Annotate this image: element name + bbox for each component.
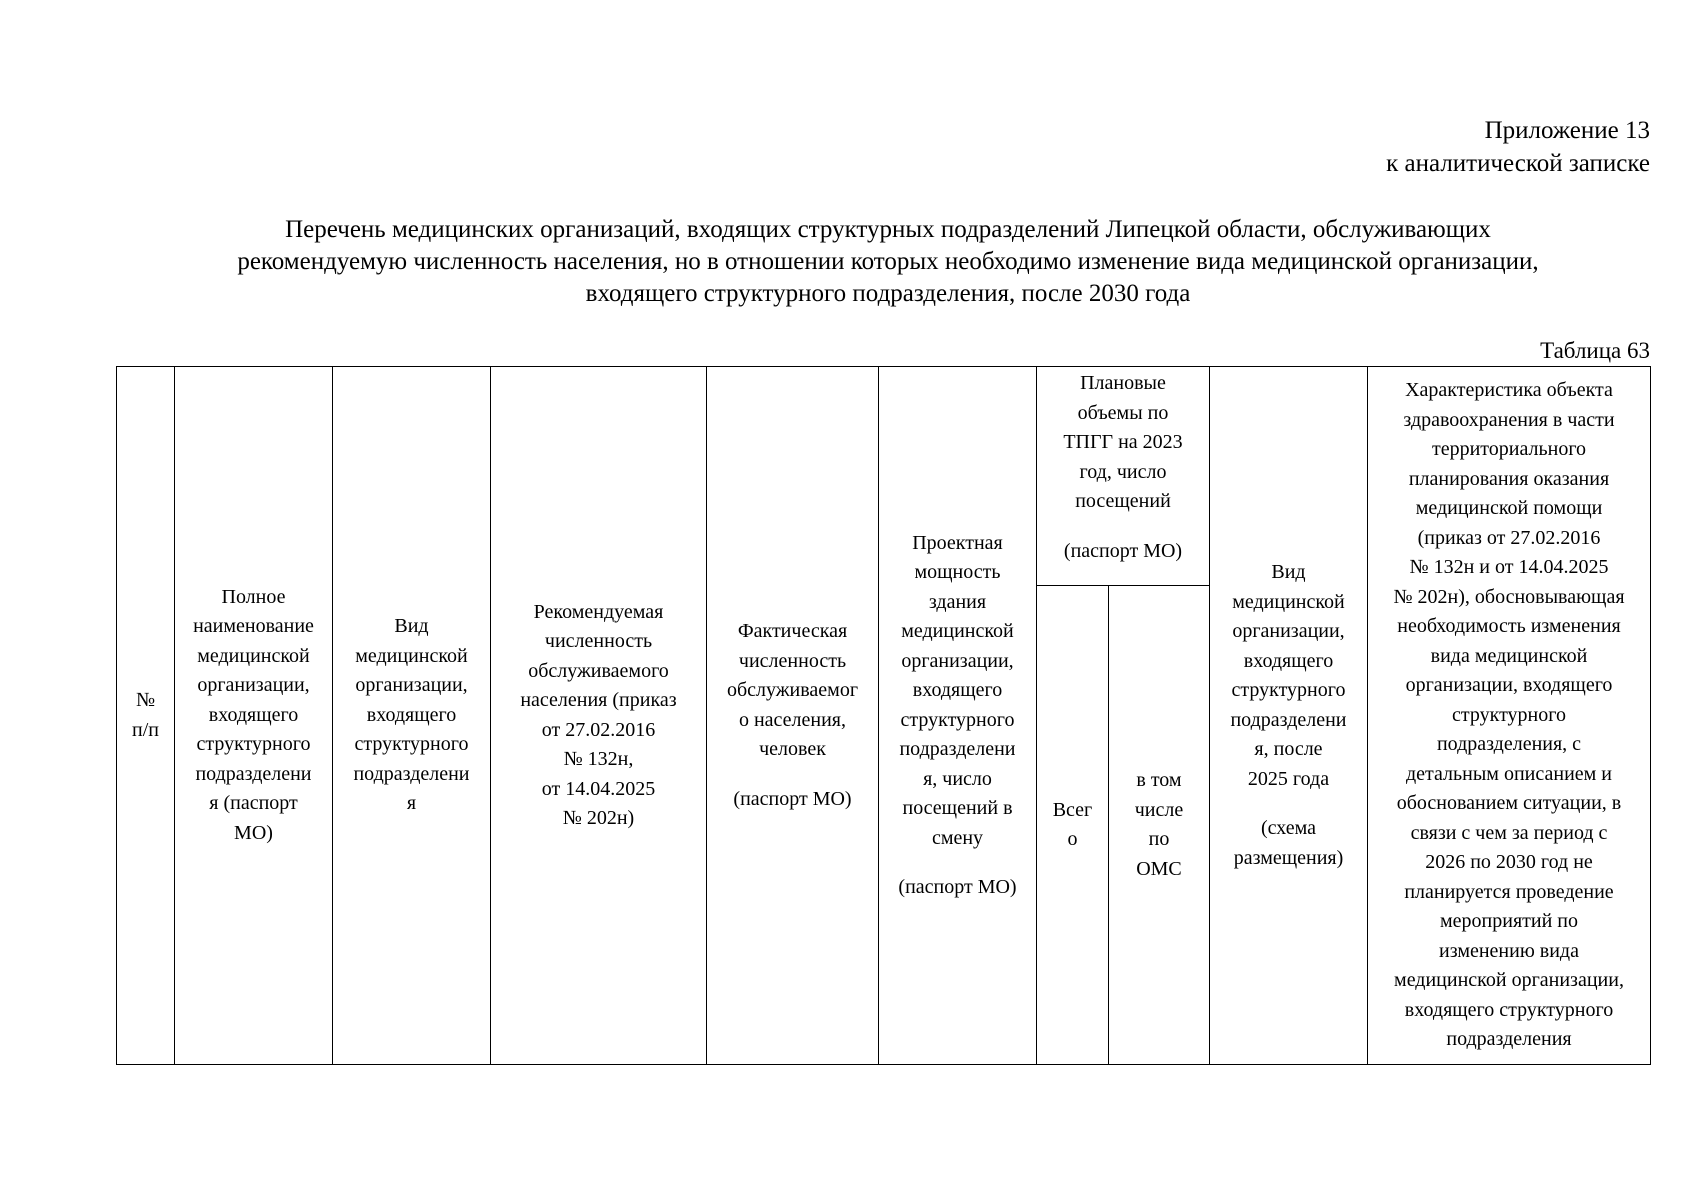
header-text: входящего структурного bbox=[1404, 998, 1614, 1021]
header-text: по bbox=[1148, 828, 1170, 850]
header-text: планируется проведение bbox=[1404, 880, 1614, 903]
spacer bbox=[1040, 517, 1206, 537]
header-text: я (паспорт bbox=[209, 792, 298, 815]
header-text: здания bbox=[928, 590, 987, 613]
spacer bbox=[1213, 794, 1364, 814]
header-text: детальным описанием и bbox=[1405, 762, 1613, 785]
header-text: № 132н, bbox=[563, 748, 634, 770]
header-text: я bbox=[406, 792, 417, 815]
spacer bbox=[710, 765, 875, 785]
header-design-capacity-cell bbox=[879, 367, 1037, 1065]
header-text: вида медицинской bbox=[1430, 644, 1588, 667]
header-text: п/п bbox=[132, 718, 159, 741]
header-recommended-population-cell bbox=[491, 367, 707, 1065]
header-text: входящего bbox=[208, 703, 299, 726]
header-org-type-cell bbox=[333, 367, 491, 1065]
header-text: входящего bbox=[912, 679, 1003, 701]
header-text: МО) bbox=[234, 821, 273, 844]
header-text: населения (приказ bbox=[520, 689, 677, 711]
header-text: медицинской bbox=[1232, 590, 1345, 613]
header-text: обоснованием ситуации, в bbox=[1396, 792, 1622, 815]
header-text: структурного bbox=[1231, 679, 1346, 701]
header-text: медицинской bbox=[355, 644, 468, 667]
header-text: человек bbox=[759, 738, 826, 760]
title-line-1: Перечень медицинских организаций, входящих структурных подразделений Липецкой области, обслуживающих bbox=[285, 216, 1491, 243]
header-text: Рекомендуемая bbox=[533, 600, 664, 623]
header-total-cell bbox=[1037, 586, 1109, 1065]
header-actual-population-cell bbox=[707, 367, 879, 1065]
header-text: организации, bbox=[1232, 620, 1345, 642]
header-text: медицинской организации, bbox=[1394, 969, 1624, 992]
header-text: структурного bbox=[354, 733, 469, 756]
header-text: год, число bbox=[1079, 460, 1167, 483]
header-text: (схема bbox=[1260, 817, 1317, 839]
appendix-note bbox=[1386, 114, 1650, 180]
organizations-table bbox=[116, 366, 1651, 1065]
header-org-type-after-2025-cell bbox=[1210, 367, 1368, 1065]
header-text: (паспорт МО) bbox=[1063, 539, 1183, 562]
header-text: о bbox=[1067, 828, 1078, 850]
header-text: медицинской bbox=[197, 644, 310, 667]
header-characteristic-cell bbox=[1368, 367, 1651, 1065]
header-text: организации, bbox=[197, 674, 310, 697]
header-text: наименование bbox=[193, 615, 314, 638]
header-text: численность bbox=[544, 630, 653, 652]
title-line-2: рекомендуемую численность населения, но в отношении которых необходимо изменение вида медицинской организации, bbox=[237, 248, 1539, 275]
header-text: связи с чем за период с bbox=[1410, 821, 1608, 844]
header-text: территориального bbox=[1431, 438, 1587, 461]
header-oms-cell bbox=[1109, 586, 1210, 1065]
header-text: ОМС bbox=[1136, 857, 1182, 880]
header-text: медицинской bbox=[901, 620, 1014, 642]
header-text: № 132н и от 14.04.2025 bbox=[1409, 556, 1609, 579]
header-text: обслуживаемого bbox=[528, 659, 669, 682]
header-text: ТПГГ на 2023 bbox=[1063, 431, 1183, 453]
title-line-3: входящего структурного подразделения, после 2030 года bbox=[585, 280, 1191, 307]
header-text: Вид bbox=[1271, 561, 1306, 583]
header-text: входящего bbox=[366, 703, 457, 726]
header-text: медицинской помощи bbox=[1415, 497, 1603, 520]
header-text: посещений в bbox=[902, 797, 1013, 819]
header-text: структурного bbox=[900, 708, 1015, 731]
header-text: я, после bbox=[1254, 738, 1323, 760]
header-text: Фактическая bbox=[737, 620, 848, 642]
header-text: (паспорт МО) bbox=[898, 876, 1017, 898]
appendix-reference: к аналитической записке bbox=[1386, 150, 1650, 177]
header-text: Характеристика объекта bbox=[1405, 379, 1613, 402]
header-text: в том bbox=[1136, 769, 1182, 791]
document-title bbox=[110, 214, 1666, 310]
header-text: № 202н) bbox=[562, 807, 635, 829]
header-text: мероприятий по bbox=[1440, 910, 1578, 933]
header-text: (приказ от 27.02.2016 bbox=[1417, 526, 1601, 549]
header-text: объемы по bbox=[1077, 401, 1169, 424]
header-text: организации, bbox=[901, 649, 1014, 672]
header-text: № 202н), обосновывающая bbox=[1393, 585, 1625, 608]
header-text: подразделения, с bbox=[1436, 733, 1582, 756]
header-text: числе bbox=[1134, 798, 1184, 821]
header-text: планирования оказания bbox=[1408, 467, 1610, 490]
header-text: посещений bbox=[1075, 490, 1171, 512]
header-full-name-cell bbox=[175, 367, 333, 1065]
header-text: мощность bbox=[914, 561, 1001, 583]
header-text: подразделени bbox=[899, 738, 1016, 760]
header-text: входящего bbox=[1243, 649, 1334, 672]
header-text: численность bbox=[738, 649, 847, 672]
header-text: подразделения bbox=[1446, 1028, 1572, 1051]
header-text: размещения) bbox=[1233, 846, 1344, 869]
header-text: Полное bbox=[221, 585, 286, 608]
header-text: необходимость изменения bbox=[1397, 615, 1621, 638]
header-text: подразделени bbox=[353, 762, 470, 785]
spacer bbox=[882, 853, 1033, 873]
header-text: 2026 по 2030 год не bbox=[1425, 851, 1593, 874]
header-text: смену bbox=[931, 826, 984, 849]
header-text: Всег bbox=[1052, 798, 1093, 821]
header-number-cell bbox=[117, 367, 175, 1065]
header-text: изменению вида bbox=[1439, 939, 1579, 962]
header-text: структурного bbox=[196, 733, 311, 756]
header-text: от 14.04.2025 bbox=[541, 777, 656, 800]
header-planned-volumes-cell bbox=[1037, 367, 1210, 586]
header-text: от 27.02.2016 bbox=[541, 718, 656, 741]
header-text: организации, bbox=[355, 674, 468, 697]
header-text: Проектная bbox=[912, 531, 1003, 554]
header-text: о населения, bbox=[738, 708, 847, 731]
header-text: подразделени bbox=[195, 762, 312, 785]
appendix-number: Приложение 13 bbox=[1484, 117, 1650, 144]
header-text: я, число bbox=[923, 767, 992, 790]
header-text: № bbox=[135, 689, 156, 711]
header-text: 2025 года bbox=[1247, 767, 1330, 790]
header-text: организации, входящего bbox=[1405, 674, 1613, 697]
header-text: структурного bbox=[1452, 703, 1566, 726]
header-text: Вид bbox=[394, 615, 429, 638]
header-text: обслуживаемог bbox=[726, 679, 859, 701]
header-text: Плановые bbox=[1080, 372, 1166, 394]
header-text: подразделени bbox=[1230, 708, 1347, 731]
table-caption: Таблица 63 bbox=[1540, 338, 1650, 363]
header-text: (паспорт МО) bbox=[733, 787, 852, 810]
header-text: здравоохранения в части bbox=[1403, 408, 1615, 431]
